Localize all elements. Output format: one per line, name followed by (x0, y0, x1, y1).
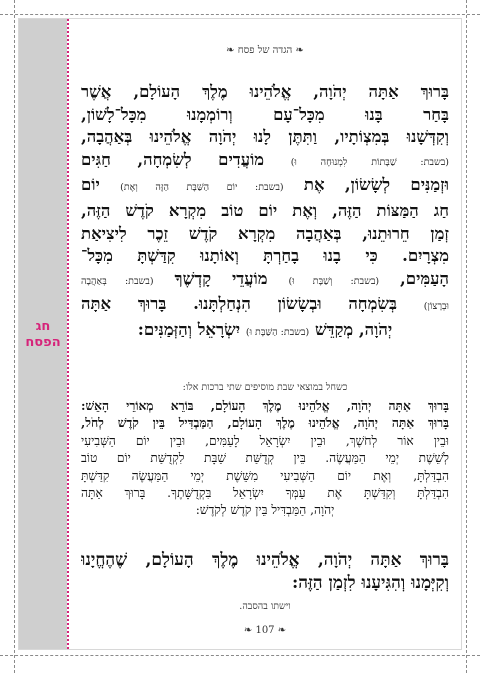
kiddush-text-segment: וּזְמַנִּים לְשָׂשׂוֹן, אֶת (303, 175, 449, 195)
crop-guide-bottom (0, 655, 480, 656)
kiddush-text-segment: בְּשִׂמְחָה וּבְשָׂשׂוֹן הִנְחַלְתָּנוּ. בָּרוּךְ אַתָּה (81, 294, 397, 314)
kiddush-line (81, 293, 449, 319)
kiddush-line: חַג הַמַּצּוֹת הַזֶּה, וְאֶת יוֹם טוֹב מִקְרָא קֹדֶשׁ הַזֶּה, (81, 200, 449, 220)
kiddush-text-segment: יוֹם (81, 175, 100, 195)
page-content (77, 19, 453, 649)
ornament-icon: ❧ (243, 625, 256, 636)
kiddush-text-segment: מוֹעֲדֵי קָדְשֶׁךָ (174, 268, 268, 288)
shabbat-insert: (בשבת: שַׁבָּתוֹת לִמְנוּחָה וּ) (290, 156, 449, 168)
shabbat-insert: (בשבת: הַשַּׁבָּת וּ) (245, 326, 310, 338)
shabbat-insert: (בשבת: בְּאַהֲבָה (81, 275, 154, 287)
havdalah-line: הִבְדַּלְתָּ, וְאֶת יוֹם הַשְּׁבִיעִי מִשֵּׁשֶׁת יְמֵי הַמַּעֲשֶׂה קִדַּשְׁתָּ (81, 468, 449, 483)
kiddush-line: בָּחַר בָּנוּ מִכָּל־עָם וְרוֹמְמָנוּ מִכָּל־לָשׁוֹן, (81, 104, 449, 124)
ornament-icon: ❧ (226, 45, 238, 56)
kiddush-text (81, 81, 449, 345)
shabbat-insert: (בשבת: יוֹם הַשַּׁבָּת הַזֶּה וְאֶת) (120, 182, 284, 194)
dotted-divider (67, 19, 69, 649)
kiddush-text-segment: יְהֹוָה, מְקַדֵּשׁ (314, 319, 393, 339)
crop-guide-right (466, 0, 467, 673)
drink-note: וישתו בהסבה. (239, 601, 291, 612)
kiddush-text-segment: יִשְׂרָאֵל וְהַזְּמַנִּים: (137, 319, 241, 339)
havdalah-line: בָּרוּךְ אַתָּה יְהֹוָה, אֱלֹהֵינוּ מֶלֶךְ הָעוֹלָם, בּוֹרֵא מְאוֹרֵי הָאֵשׁ: (81, 399, 449, 413)
havdalah-line: לְשֵׁשֶׁת יְמֵי הַמַּעֲשֶׂה. בֵּין קְדֻשַּׁת שַׁבָּת לִקְדֻשַּׁת יוֹם טוֹב (81, 451, 449, 466)
kiddush-line (81, 268, 449, 294)
crop-guide-left (14, 0, 15, 673)
shabbat-insert: וּבְרָצוֹן) (423, 301, 449, 313)
kiddush-line (81, 149, 449, 175)
page-number (77, 625, 453, 636)
kiddush-text-segment: הָעַמִּים, (400, 268, 449, 288)
havdalah-line: בָּרוּךְ אַתָּה יְהֹוָה, אֱלֹהֵינוּ מֶלֶךְ הָעוֹלָם, הַמַּבְדִּיל בֵּין קֹדֶשׁ לְחֹל, (81, 416, 449, 431)
ornament-icon: ❧ (274, 625, 287, 636)
running-title: הגדה של פסח (237, 45, 293, 56)
havdalah-line: הִבְדַּלְתָּ וְקִדַּשְׁתָּ אֶת עַמְּךָ יִשְׂרָאֵל בִּקְדֻשָּׁתֶךָ. בָּרוּךְ אַתָּה (81, 486, 449, 501)
instruction-note: כשחל במוצאי שבת מוסיפים שתי ברכות אלו: (182, 382, 348, 393)
haggadah-page (19, 19, 461, 649)
ornament-icon: ❧ (292, 45, 304, 56)
kiddush-line (81, 319, 449, 345)
shehecheyanu-text (81, 549, 449, 595)
crop-guide-top (0, 14, 480, 15)
running-header (77, 45, 453, 56)
havdalah-text (81, 398, 449, 520)
shabbat-insert: (בשבת: וְשַׁבָּת וּ) (288, 275, 380, 287)
page-number-value: 107 (255, 625, 275, 636)
shehecheyanu-line: בָּרוּךְ אַתָּה יְהֹוָה, אֱלֹהֵינוּ מֶלֶךְ הָעוֹלָם, שֶׁהֶחֱיָנוּ (81, 550, 449, 570)
kiddush-line: וְקִדְּשָׁנוּ בְּמִצְוֹתָיו, וַתִּתֶּן לָנוּ יְהֹוָה אֱלֹהֵינוּ בְּאַהֲבָה, (81, 127, 449, 147)
section-label-line2: הפסח (25, 335, 61, 350)
section-label (21, 319, 65, 351)
kiddush-line: בָּרוּךְ אַתָּה יְהֹוָה, אֱלֹהֵינוּ מֶלֶךְ הָעוֹלָם, אֲשֶׁר (81, 82, 449, 101)
havdalah-line: וּבֵין אוֹר לְחֹשֶׁךְ, וּבֵין יִשְׂרָאֵל לָעַמִּים, וּבֵין יוֹם הַשְּׁבִיעִי (81, 433, 449, 448)
section-label-line1: חג (35, 319, 51, 334)
havdalah-line: יְהֹוָה, הַמַּבְדִּיל בֵּין קֹדֶשׁ לְקֹדֶשׁ: (195, 503, 335, 518)
kiddush-line: מִצְרָיִם. כִּי בָנוּ בָחַרְתָּ וְאוֹתָנוּ קִדַּשְׁתָּ מִכָּל־ (81, 246, 449, 266)
kiddush-line (81, 174, 449, 200)
shehecheyanu-line: וְקִיְּמָנוּ וְהִגִּיעָנוּ לִזְמַן הַזֶּה: (292, 573, 449, 593)
kiddush-text-segment: מוֹעֲדִים לְשִׂמְחָה, חַגִּים (81, 149, 265, 169)
kiddush-line: זְמַן חֵרוּתֵנוּ, בְּאַהֲבָה מִקְרָא קֹדֶשׁ זֵכֶר לִיצִיאַת (81, 223, 449, 243)
